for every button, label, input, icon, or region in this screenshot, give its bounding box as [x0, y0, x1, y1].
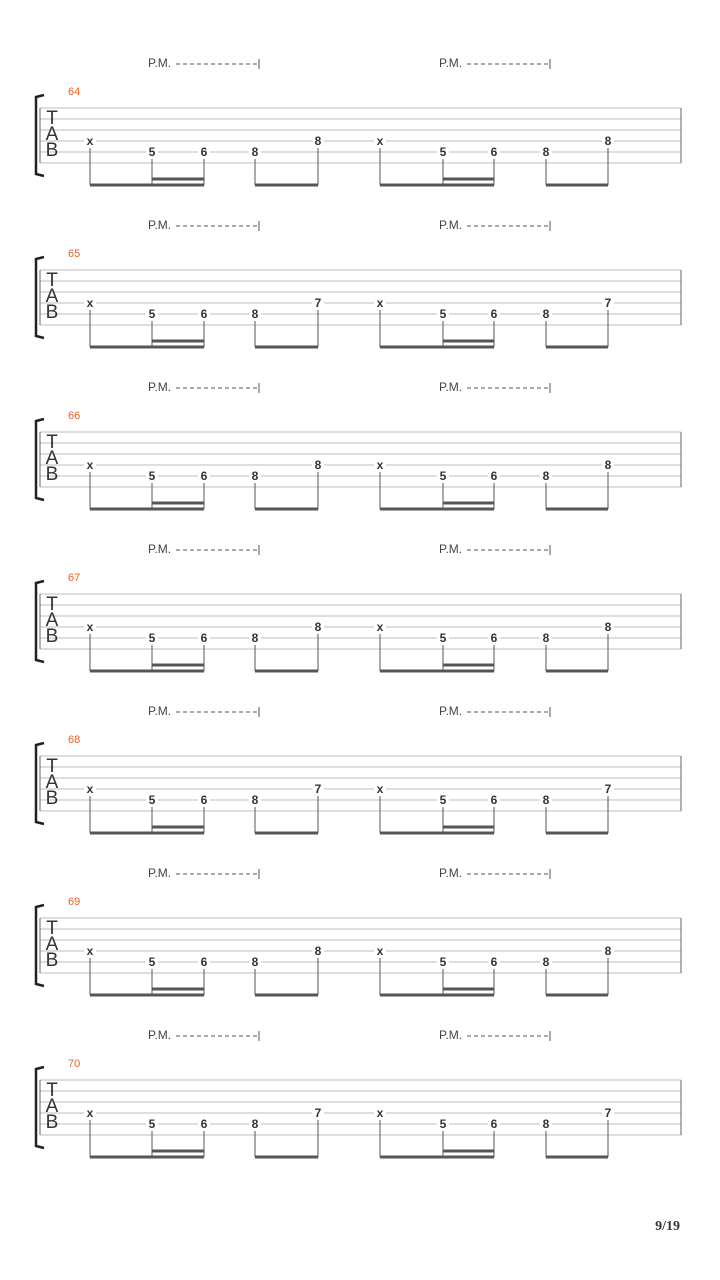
fret-number: 5	[148, 631, 156, 645]
fret-number: 5	[148, 955, 156, 969]
palm-mute-label: P.M.	[148, 542, 172, 556]
bar-number: 69	[68, 896, 81, 908]
fret-number: x	[86, 944, 94, 958]
fret-number: 6	[200, 631, 208, 645]
bar-number: 66	[68, 410, 81, 422]
palm-mute-label: P.M.	[439, 866, 463, 880]
palm-mute-label: P.M.	[439, 704, 463, 718]
tab-clef-letter: T	[46, 108, 58, 129]
palm-mute-label: P.M.	[148, 56, 172, 70]
bar-number: 65	[68, 248, 81, 260]
fret-number: 8	[542, 469, 550, 483]
fret-number: x	[376, 782, 384, 796]
tab-clef-letter: T	[46, 432, 58, 453]
fret-number: 8	[542, 955, 550, 969]
fret-number: 8	[542, 145, 550, 159]
palm-mute-label: P.M.	[439, 380, 463, 394]
fret-number: x	[86, 134, 94, 148]
fret-number: 7	[604, 296, 612, 310]
tab-clef-letter: B	[45, 464, 59, 485]
tab-clef-letter: T	[46, 594, 58, 615]
fret-number: 5	[439, 307, 447, 321]
fret-number: 5	[148, 145, 156, 159]
tab-system-67	[36, 542, 681, 671]
fret-number: 6	[200, 469, 208, 483]
tab-clef-letter: A	[45, 1096, 59, 1117]
fret-number: 6	[490, 145, 498, 159]
fret-number: 6	[200, 145, 208, 159]
fret-number: 5	[148, 469, 156, 483]
tab-clef-letter: A	[45, 772, 59, 793]
fret-number: 8	[314, 458, 322, 472]
tab-clef-letter: A	[45, 448, 59, 469]
fret-number: 6	[200, 955, 208, 969]
fret-number: 8	[251, 955, 259, 969]
palm-mute-label: P.M.	[148, 380, 172, 394]
fret-number: x	[376, 1106, 384, 1120]
tab-system-65	[36, 218, 681, 347]
fret-number: 6	[490, 469, 498, 483]
fret-number: x	[376, 296, 384, 310]
fret-number: 8	[314, 944, 322, 958]
fret-number: 8	[251, 145, 259, 159]
bar-number: 70	[68, 1058, 81, 1070]
fret-number: 5	[439, 469, 447, 483]
fret-number: 5	[439, 955, 447, 969]
fret-number: 8	[251, 631, 259, 645]
fret-number: x	[86, 1106, 94, 1120]
fret-number: 6	[490, 1117, 498, 1131]
palm-mute-label: P.M.	[439, 56, 463, 70]
palm-mute-label: P.M.	[439, 1028, 463, 1042]
fret-number: 5	[439, 793, 447, 807]
fret-number: 6	[200, 307, 208, 321]
fret-number: 6	[490, 793, 498, 807]
tab-clef-letter: T	[46, 918, 58, 939]
fret-number: x	[86, 458, 94, 472]
tab-clef-letter: A	[45, 934, 59, 955]
fret-number: 8	[542, 1117, 550, 1131]
fret-number: 7	[314, 1106, 322, 1120]
fret-number: 8	[314, 620, 322, 634]
palm-mute-label: P.M.	[439, 218, 463, 232]
fret-number: x	[86, 620, 94, 634]
fret-number: 8	[251, 307, 259, 321]
fret-number: 8	[251, 793, 259, 807]
page-number: 9/19	[655, 1219, 680, 1234]
fret-number: x	[376, 458, 384, 472]
tab-clef-letter: A	[45, 124, 59, 145]
fret-number: 6	[200, 1117, 208, 1131]
tab-clef-letter: T	[46, 270, 58, 291]
fret-number: 8	[542, 307, 550, 321]
fret-number: 5	[439, 1117, 447, 1131]
fret-number: 8	[542, 631, 550, 645]
tab-clef-letter: B	[45, 1112, 59, 1133]
tab-clef-letter: T	[46, 1080, 58, 1101]
fret-number: 8	[542, 793, 550, 807]
fret-number: 8	[604, 944, 612, 958]
tab-clef-letter: B	[45, 950, 59, 971]
fret-number: 6	[490, 631, 498, 645]
palm-mute-label: P.M.	[148, 218, 172, 232]
tab-clef-letter: T	[46, 756, 58, 777]
fret-number: 7	[314, 782, 322, 796]
fret-number: 5	[148, 1117, 156, 1131]
tab-clef-letter: A	[45, 610, 59, 631]
tab-clef-letter: A	[45, 286, 59, 307]
fret-number: x	[86, 782, 94, 796]
fret-number: 6	[490, 955, 498, 969]
fret-number: 7	[604, 782, 612, 796]
fret-number: 6	[200, 793, 208, 807]
tab-system-66	[36, 380, 681, 509]
tab-system-68	[36, 704, 681, 833]
fret-number: 5	[439, 145, 447, 159]
fret-number: 6	[490, 307, 498, 321]
fret-number: 7	[314, 296, 322, 310]
bar-number: 68	[68, 734, 81, 746]
palm-mute-label: P.M.	[148, 866, 172, 880]
fret-number: 8	[251, 1117, 259, 1131]
fret-number: 5	[148, 307, 156, 321]
tab-clef-letter: B	[45, 626, 59, 647]
fret-number: 8	[604, 134, 612, 148]
tab-system-69	[36, 866, 681, 995]
bar-number: 64	[68, 86, 81, 98]
fret-number: x	[376, 620, 384, 634]
palm-mute-label: P.M.	[148, 1028, 172, 1042]
palm-mute-label: P.M.	[439, 542, 463, 556]
tab-system-64	[36, 56, 681, 185]
fret-number: 7	[604, 1106, 612, 1120]
fret-number: 8	[604, 458, 612, 472]
palm-mute-label: P.M.	[148, 704, 172, 718]
tab-clef-letter: B	[45, 140, 59, 161]
fret-number: 8	[314, 134, 322, 148]
fret-number: x	[86, 296, 94, 310]
tab-clef-letter: B	[45, 788, 59, 809]
fret-number: x	[376, 944, 384, 958]
tab-system-70	[36, 1028, 681, 1157]
fret-number: 8	[251, 469, 259, 483]
fret-number: 5	[439, 631, 447, 645]
fret-number: x	[376, 134, 384, 148]
bar-number: 67	[68, 572, 81, 584]
fret-number: 8	[604, 620, 612, 634]
fret-number: 5	[148, 793, 156, 807]
tab-clef-letter: B	[45, 302, 59, 323]
